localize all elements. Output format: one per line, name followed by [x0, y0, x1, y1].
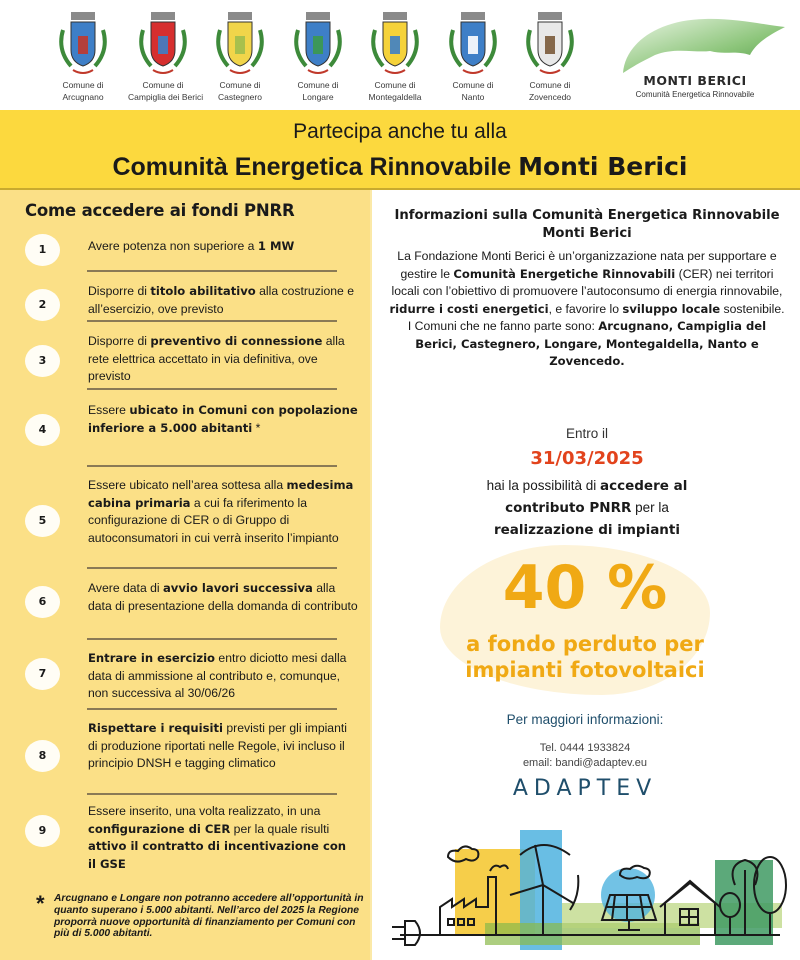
step-text-bold: 1 MW: [257, 239, 295, 253]
zovencedo-crest-icon: [522, 10, 578, 78]
title-banner: [0, 110, 800, 190]
municipality-crest: [283, 10, 353, 102]
step-text: [88, 650, 358, 703]
deadline-date: 31/03/2025: [530, 448, 644, 469]
step-number-badge: 2: [25, 289, 60, 321]
info-body-regular: , e favorire lo: [548, 301, 623, 316]
step-divider: [87, 567, 337, 569]
step-number-badge: 5: [25, 505, 60, 537]
banner-line2-regular: Comunità Energetica Rinnovabile: [112, 153, 519, 181]
step-text-regular: per la quale risulti: [230, 821, 330, 836]
step-text-regular: Avere potenza non superiore a: [88, 239, 258, 253]
steps-panel: [0, 190, 370, 960]
monti-berici-logo: [615, 15, 790, 105]
step-text-bold: configurazione di CER: [88, 821, 231, 836]
arcugnano-crest-icon: [55, 10, 111, 78]
contacts-email[interactable]: email: bandi@adaptev.eu: [522, 757, 648, 769]
deadline-text-regular: hai la possibilità di: [486, 478, 600, 493]
deadline-intro: Entro il: [565, 426, 609, 441]
step-divider: [87, 465, 337, 467]
banner-line2: [0, 152, 800, 182]
step-divider: [87, 708, 337, 710]
info-body-bold: ridurre i costi energetici: [389, 301, 549, 316]
step-text-regular: Disporre di: [88, 334, 151, 348]
nanto-crest-icon: [445, 10, 501, 78]
header-logos: [0, 0, 800, 110]
adaptev-logo: ADAPTEV: [512, 776, 658, 801]
step-text: [88, 477, 358, 547]
contacts-phone: Tel. 0444 1933824: [539, 742, 631, 754]
step-number-badge: 4: [25, 414, 60, 446]
municipality-label-2: Castegnero: [218, 92, 262, 102]
asterisk-icon: *: [36, 891, 45, 916]
municipality-label-1: Comune di: [529, 80, 571, 90]
deadline-text: [472, 475, 702, 541]
step-text-regular: previsti per gli impianti di produzione riportati nelle Regole, ivi incluso il principio DNSH e tagging climatico: [88, 721, 347, 770]
municipality-label-2: Nanto: [461, 92, 485, 102]
step-text-regular: Disporre di: [88, 284, 151, 298]
step-number-badge: 3: [25, 345, 60, 377]
logo-name: MONTI BERICI: [643, 73, 747, 88]
step-text-regular: a cui fa riferimento la configurazione di CER o di Gruppo di autoconsumatori in cui verrà inserito l’impianto: [88, 495, 339, 545]
highlight-line2: impianti fotovoltaici: [465, 658, 705, 682]
step-text: [88, 283, 358, 318]
municipality-crest: [360, 10, 430, 102]
steps-title: Come accedere ai fondi PNRR: [25, 201, 295, 220]
step-text-bold: titolo abilitativo: [150, 284, 256, 298]
step-text-bold: medesima cabina primaria: [88, 478, 354, 510]
monti-berici-leaf-icon: [615, 15, 790, 75]
highlight-percent: 40 %: [502, 553, 668, 623]
step-text-regular: entro diciotto mesi dalla data di ammissione al contributo e, comunque, non successiva al 30/06/26: [88, 651, 347, 700]
renewable-energy-landscape-icon: [380, 815, 800, 955]
municipality-label-2: Longare: [302, 92, 334, 102]
montegaldella-crest-icon: [367, 10, 423, 78]
step-text-bold: Entrare in esercizio: [88, 651, 216, 665]
municipality-label-1: Comune di: [142, 80, 184, 90]
info-body-bold: sviluppo locale: [622, 301, 721, 316]
step-text-regular: alla data di presentazione della domanda di contributo: [88, 581, 358, 613]
step-divider: [87, 793, 337, 795]
step-text: [88, 238, 358, 256]
step-text-regular: *: [252, 420, 261, 435]
deadline-text-bold: realizzazione di impianti: [493, 522, 680, 538]
logo-subtitle: Comunità Energetica Rinnovabile: [635, 90, 755, 99]
step-number-badge: 1: [25, 234, 60, 266]
step-number-badge: 7: [25, 658, 60, 690]
step-number-badge: 6: [25, 586, 60, 618]
step-text: [88, 720, 358, 773]
step-text: [88, 580, 358, 615]
deadline-text-bold: accedere al contributo PNRR: [505, 478, 688, 516]
campiglia-crest-icon: [135, 10, 191, 78]
step-text-regular: Avere data di: [88, 581, 163, 595]
step-divider: [87, 270, 337, 272]
step-text-regular: alla costruzione e all’esercizio, ove previsto: [88, 284, 354, 316]
municipality-crest: [128, 10, 204, 102]
castegnero-crest-icon: [212, 10, 268, 78]
municipality-label-1: Comune di: [297, 80, 339, 90]
step-text-bold: preventivo di connessione: [150, 334, 323, 348]
deadline-text-regular: per la: [631, 500, 669, 515]
step-text-regular: Essere: [88, 403, 130, 417]
info-body-regular: sostenibile. I Comuni che ne fanno parte sono:: [407, 301, 785, 333]
banner-line1: Partecipa anche tu alla: [293, 120, 507, 143]
step-text-bold: ubicato in Comuni con popolazione inferiore a 5.000 abitanti: [88, 403, 358, 435]
step-text: [88, 803, 358, 873]
step-text-regular: alla rete elettrica accettato in via definitiva, ove previsto: [88, 334, 345, 383]
highlight-line1: a fondo perduto per: [466, 632, 704, 656]
municipality-label-2: Arcugnano: [62, 92, 104, 102]
step-text-regular: Essere inserito, una volta realizzato, in una: [88, 804, 321, 818]
step-divider: [87, 388, 337, 390]
info-body-regular: La Fondazione Monti Berici è un’organizzazione nata per supportare e gestire le: [397, 249, 777, 281]
municipality-crest: [205, 10, 275, 102]
longare-crest-icon: [290, 10, 346, 78]
municipality-label-2: Zovencedo: [528, 92, 572, 102]
municipality-label-2: Campiglia dei Berici: [128, 92, 204, 102]
info-body-bold: Arcugnano, Campiglia del Berici, Castegnero, Longare, Montegaldella, Nanto e Zovencedo.: [415, 319, 767, 368]
banner-line2-strong: Monti Berici: [518, 152, 688, 181]
step-text: [88, 333, 358, 386]
footnote-text: Arcugnano e Longare non potranno accedere all’opportunità in quanto superano i 5.000 abitanti. Nell’arco del 2025 la Regione proporrà nuove opportunità di finanziamento per Comuni con più di 5.000 abitanti.: [54, 893, 364, 940]
step-text: [88, 402, 358, 437]
info-body: [387, 248, 787, 371]
municipality-label-1: Comune di: [62, 80, 104, 90]
step-divider: [87, 320, 337, 322]
municipality-label-1: Comune di: [219, 80, 261, 90]
municipality-label-2: Montegaldella: [368, 92, 422, 102]
step-number-badge: 8: [25, 740, 60, 772]
info-body-regular: (CER) nei territori locali con l’obiettivo di promuovere l’autoconsumo di energia rinnovabile,: [391, 266, 783, 298]
municipality-crest: [48, 10, 118, 102]
step-divider: [87, 638, 337, 640]
step-text-bold: Rispettare i requisiti: [88, 721, 223, 735]
municipality-label-1: Comune di: [374, 80, 416, 90]
municipality-crest: [515, 10, 585, 102]
contacts-heading: Per maggiori informazioni:: [506, 712, 664, 727]
info-title: Informazioni sulla Comunità Energetica Rinnovabile Monti Berici: [394, 208, 780, 241]
municipality-label-1: Comune di: [452, 80, 494, 90]
step-number-badge: 9: [25, 815, 60, 847]
step-text-bold: avvio lavori successiva: [162, 581, 313, 595]
step-text-bold: attivo il contratto di incentivazione con il GSE: [88, 839, 347, 871]
info-body-bold: Comunità Energetiche Rinnovabili: [453, 266, 676, 281]
step-text-regular: Essere ubicato nell’area sottesa alla: [88, 478, 287, 492]
municipality-crest: [438, 10, 508, 102]
